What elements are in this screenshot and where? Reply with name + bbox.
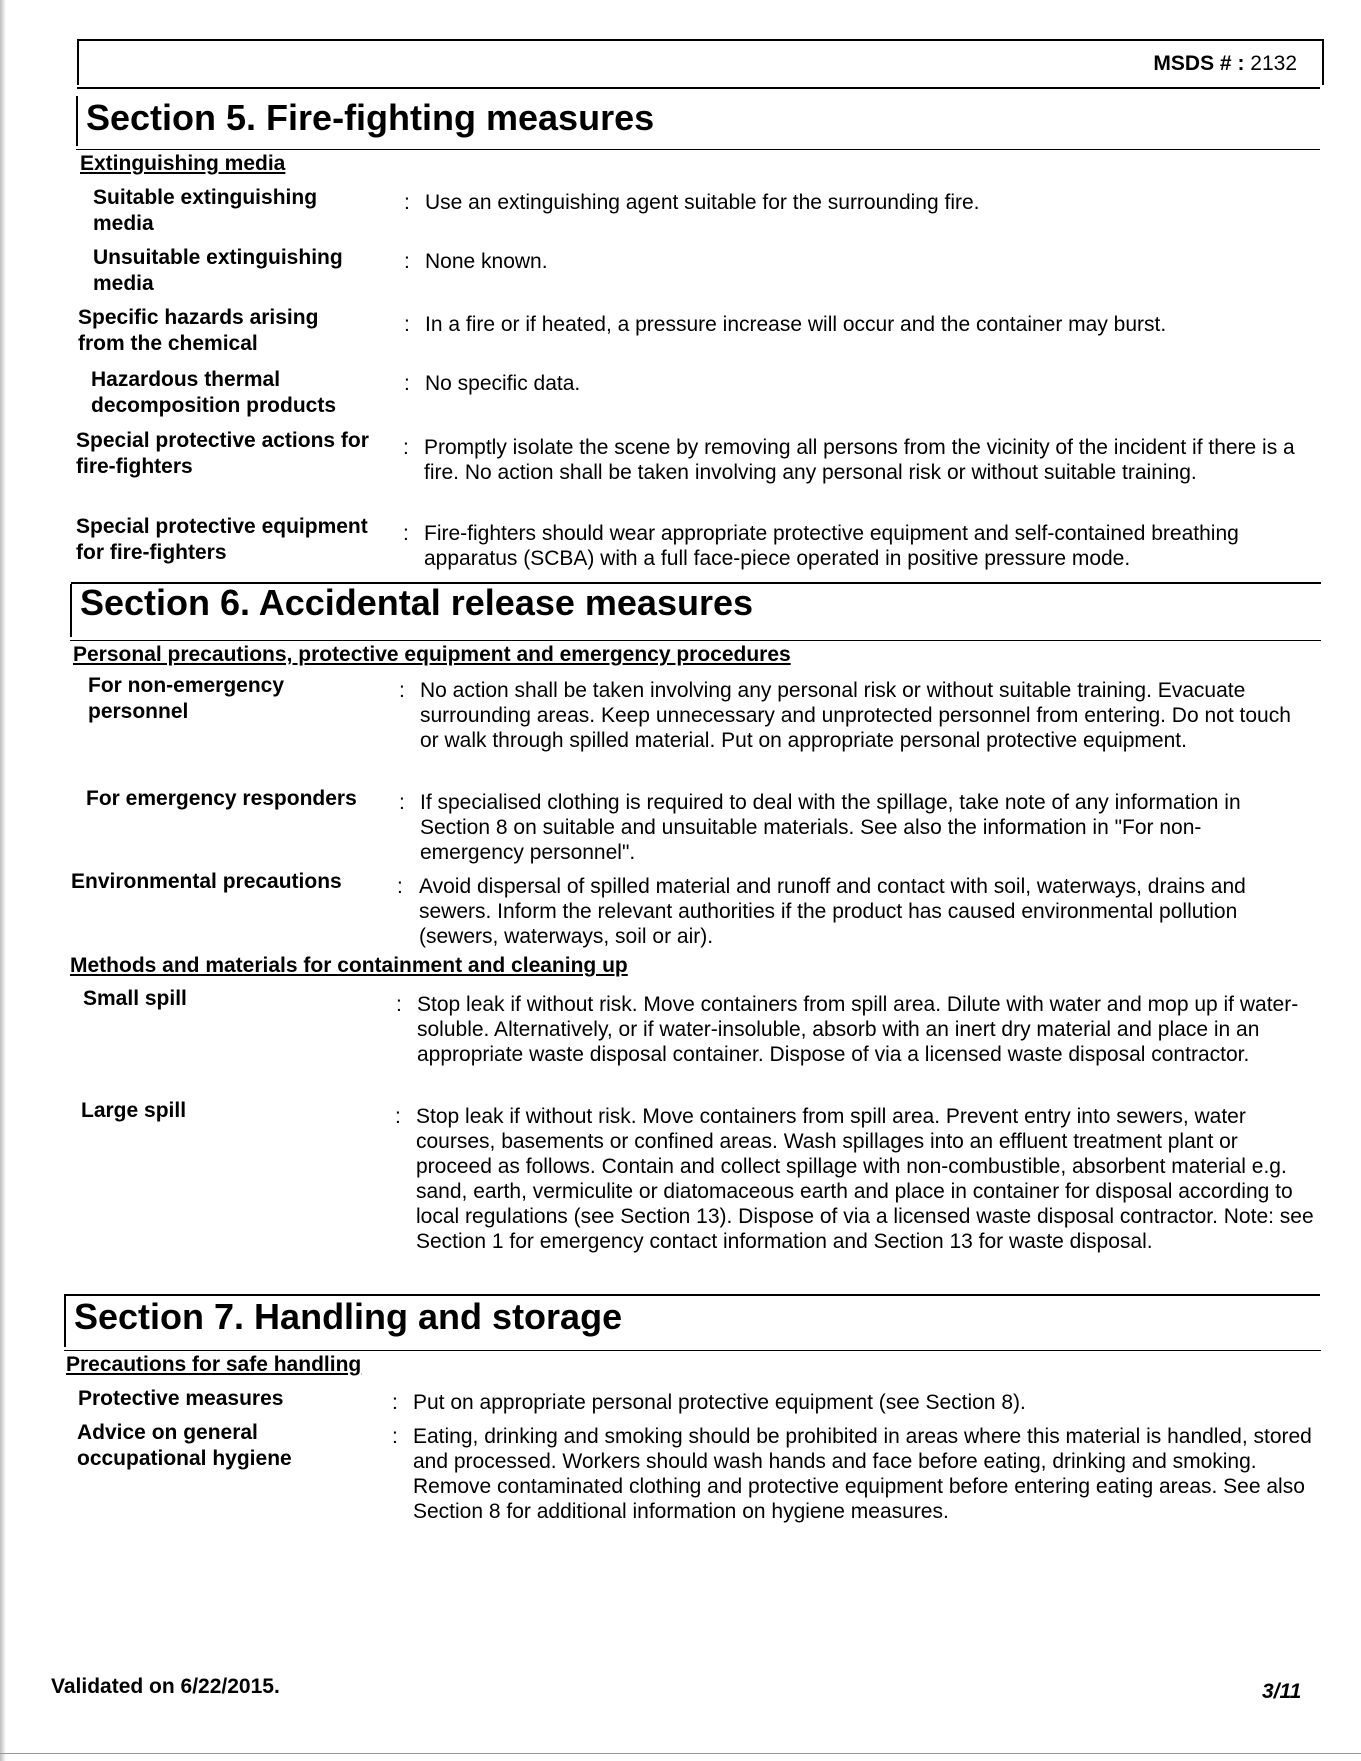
s5-title: Section 5. Fire-fighting measures bbox=[76, 96, 654, 146]
s7-subhead: Precautions for safe handling bbox=[66, 1353, 362, 1376]
colon: : bbox=[399, 679, 405, 702]
s6-subhead-methods: Methods and materials for containment and cleaning up bbox=[70, 954, 628, 977]
s6-value-small-spill: Stop leak if without risk. Move containers from spill area. Dilute with water and mop up if water-soluble. Alternatively, or if water-insoluble, absorb with an inert dry material and place in an appropriate waste disposal container. Dispose of via a licensed waste disposal contractor. bbox=[417, 993, 1299, 1066]
s6-label-non-emergency: For non-emergency personnel bbox=[88, 674, 285, 723]
validated-date: Validated on 6/22/2015. bbox=[51, 1675, 280, 1698]
msds-label: MSDS # : bbox=[1153, 52, 1245, 75]
colon: : bbox=[404, 313, 410, 336]
msds-number bbox=[1153, 52, 1297, 76]
s6-value-large-spill: Stop leak if without risk. Move containers from spill area. Prevent entry into sewers, water courses, basements or confined areas. Wash spillages into an effluent treatment plant or proceed as follows. Contain and collect spillage with non-combustible, absorbent material e.g. sand, earth, vermiculite or diatomaceous earth and place in container for disposal according to local regulations (see Section 13). Dispose of via a licensed waste disposal contractor. Note: see Section 1 for emergency contact information and Section 13 for waste disposal. bbox=[416, 1105, 1314, 1253]
s6-value-environmental: Avoid dispersal of spilled material and runoff and contact with soil, waterways, drains and sewers. Inform the relevant authorities if the product has caused environmental pollution (sewers, waterways, soil or air). bbox=[419, 875, 1246, 948]
bottom-rule bbox=[0, 1753, 1361, 1754]
colon: : bbox=[399, 791, 405, 814]
s5-rule-bottom bbox=[76, 149, 1320, 150]
s7-value-protective: Put on appropriate personal protective equipment (see Section 8). bbox=[413, 1391, 1026, 1414]
s5-rule-top bbox=[77, 87, 1320, 89]
colon: : bbox=[403, 522, 409, 545]
colon: : bbox=[397, 875, 403, 898]
colon: : bbox=[404, 191, 410, 214]
s6-label-environmental: Environmental precautions bbox=[71, 870, 342, 893]
s7-label-protective: Protective measures bbox=[78, 1387, 284, 1410]
scan-edge bbox=[0, 0, 6, 1761]
s5-label-decomposition: Hazardous thermal decomposition products bbox=[91, 368, 337, 417]
s5-value-actions: Promptly isolate the scene by removing all persons from the vicinity of the incident if there is a fire. No action shall be taken involving any personal risk or without suitable training. bbox=[424, 436, 1295, 484]
s5-value-decomposition: No specific data. bbox=[425, 372, 581, 395]
colon: : bbox=[404, 372, 410, 395]
colon: : bbox=[403, 436, 409, 459]
s5-subhead: Extinguishing media bbox=[80, 152, 286, 175]
s7-label-hygiene: Advice on general occupational hygiene bbox=[77, 1421, 292, 1470]
s5-value-equipment: Fire-fighters should wear appropriate protective equipment and self-contained breathing apparatus (SCBA) with a full face-piece operated in positive pressure mode. bbox=[424, 522, 1239, 570]
colon: : bbox=[392, 1391, 398, 1414]
s5-label-unsuitable: Unsuitable extinguishing media bbox=[93, 246, 343, 295]
page-number: 3/11 bbox=[1262, 1680, 1302, 1703]
s6-value-responders: If specialised clothing is required to deal with the spillage, take note of any information in Section 8 on suitable and unsuitable materials. See also the information in "For non-emergency personnel". bbox=[420, 791, 1241, 864]
s5-value-unsuitable: None known. bbox=[425, 250, 548, 273]
s5-value-suitable: Use an extinguishing agent suitable for the surrounding fire. bbox=[425, 191, 980, 214]
colon: : bbox=[396, 993, 402, 1016]
s6-rule-bottom bbox=[70, 640, 1321, 641]
colon: : bbox=[392, 1425, 398, 1448]
s5-value-hazards: In a fire or if heated, a pressure increase will occur and the container may burst. bbox=[425, 313, 1167, 336]
s5-label-suitable: Suitable extinguishing media bbox=[93, 186, 318, 235]
msds-value: 2132 bbox=[1250, 52, 1297, 75]
s7-value-hygiene: Eating, drinking and smoking should be prohibited in areas where this material is handled, stored and processed. Workers should wash hands and face before eating, drinking and smoking. Remove contaminated clothing and protective equipment before entering eating areas. See also Section 8 for additional information on hygiene measures. bbox=[413, 1425, 1312, 1523]
s5-label-equipment: Special protective equipment for fire-fighters bbox=[76, 515, 368, 564]
s7-title: Section 7. Handling and storage bbox=[64, 1295, 622, 1347]
s6-label-small-spill: Small spill bbox=[83, 987, 187, 1010]
colon: : bbox=[395, 1105, 401, 1128]
s7-rule-bottom bbox=[64, 1350, 1321, 1351]
s5-label-actions: Special protective actions for fire-fighters bbox=[76, 429, 369, 478]
s6-label-large-spill: Large spill bbox=[81, 1099, 187, 1122]
s6-subhead-personal: Personal precautions, protective equipment and emergency procedures bbox=[73, 643, 791, 666]
s6-title: Section 6. Accidental release measures bbox=[70, 584, 753, 637]
header-box bbox=[77, 39, 1324, 85]
s5-label-hazards: Specific hazards arising from the chemical bbox=[78, 306, 319, 355]
s6-value-non-emergency: No action shall be taken involving any personal risk or without suitable training. Evacuate surrounding areas. Keep unnecessary and unprotected personnel from entering. Do not touch or walk through spilled material. Put on appropriate personal protective equipment. bbox=[420, 679, 1291, 752]
colon: : bbox=[404, 250, 410, 273]
s6-label-responders: For emergency responders bbox=[86, 787, 357, 810]
